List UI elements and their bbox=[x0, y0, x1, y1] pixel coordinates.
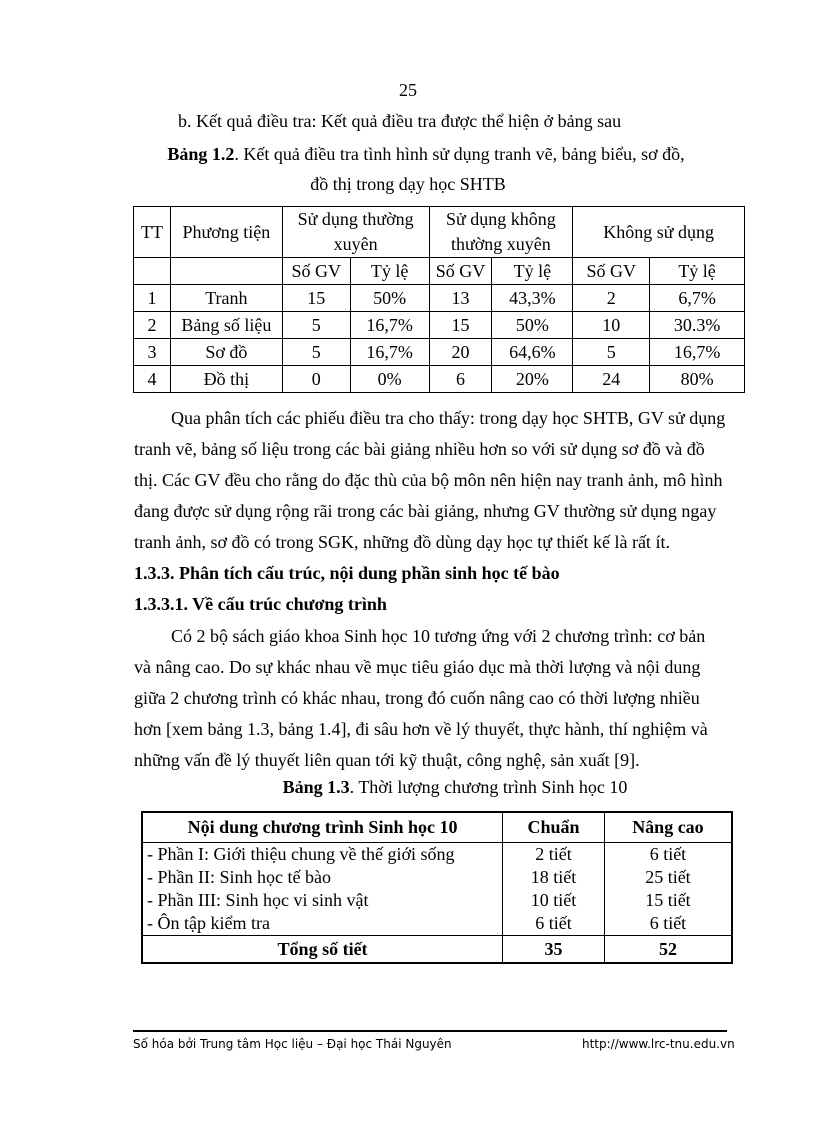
cell-standard: 18 tiết bbox=[503, 866, 605, 889]
subsection-heading: 1.3.3.1. Về cấu trúc chương trình bbox=[134, 594, 387, 614]
intro-label: b. Kết quả điều tra: bbox=[178, 111, 317, 131]
header-infrequent: Sử dụng không thường xuyên bbox=[429, 207, 573, 258]
cell-ratio: 80% bbox=[650, 366, 745, 393]
cell-tt: 1 bbox=[134, 285, 171, 312]
cell-standard: 2 tiết bbox=[503, 843, 605, 867]
cell-advanced: 15 tiết bbox=[604, 889, 732, 912]
table2-caption bbox=[0, 777, 816, 798]
cell-ratio: 16,7% bbox=[350, 339, 429, 366]
cell-ratio: 16,7% bbox=[350, 312, 429, 339]
total-standard: 35 bbox=[503, 936, 605, 964]
paragraph-line: tranh ảnh, sơ đồ có trong SGK, những đồ dùng dạy học tự thiết kế là rất ít. bbox=[134, 532, 670, 552]
footer-divider bbox=[133, 1030, 727, 1032]
total-row bbox=[142, 936, 732, 964]
program-duration-table bbox=[141, 811, 733, 964]
header-standard: Chuẩn bbox=[503, 812, 605, 843]
cell-count: 15 bbox=[282, 285, 350, 312]
cell-content: - Phần I: Giới thiệu chung về thế giới sống bbox=[142, 843, 503, 867]
cell-means: Sơ đồ bbox=[170, 339, 282, 366]
table-row bbox=[142, 866, 732, 889]
cell-ratio: 6,7% bbox=[650, 285, 745, 312]
paragraph-line: Có 2 bộ sách giáo khoa Sinh học 10 tương ứng với 2 chương trình: cơ bản bbox=[171, 626, 706, 646]
header-content: Nội dung chương trình Sinh học 10 bbox=[142, 812, 503, 843]
subheader-count: Số GV bbox=[429, 258, 492, 285]
cell-ratio: 16,7% bbox=[650, 339, 745, 366]
cell-count: 5 bbox=[573, 339, 650, 366]
intro-text: Kết quả điều tra được thể hiện ở bảng sau bbox=[320, 111, 622, 131]
cell-ratio: 0% bbox=[350, 366, 429, 393]
cell-standard: 10 tiết bbox=[503, 889, 605, 912]
cell-count: 13 bbox=[429, 285, 492, 312]
table-row bbox=[134, 285, 745, 312]
cell-tt: 3 bbox=[134, 339, 171, 366]
paragraph-line: những vấn đề lý thuyết liên quan tới kỹ thuật, công nghệ, sản xuất [9]. bbox=[134, 750, 640, 770]
table-row bbox=[134, 312, 745, 339]
cell-ratio: 20% bbox=[492, 366, 573, 393]
intro-line bbox=[178, 106, 621, 136]
cell-count: 5 bbox=[282, 312, 350, 339]
table-row bbox=[142, 889, 732, 912]
cell-tt: 2 bbox=[134, 312, 171, 339]
cell-advanced: 25 tiết bbox=[604, 866, 732, 889]
table-row bbox=[142, 843, 732, 867]
total-advanced: 52 bbox=[604, 936, 732, 964]
total-label: Tổng số tiết bbox=[142, 936, 503, 964]
paragraph-line: tranh vẽ, bảng số liệu trong các bài giảng nhiều hơn so với sử dụng sơ đồ và đồ bbox=[134, 439, 705, 459]
paragraph-line: Qua phân tích các phiếu điều tra cho thấy: trong dạy học SHTB, GV sử dụng bbox=[171, 408, 726, 428]
cell-means: Bảng số liệu bbox=[170, 312, 282, 339]
survey-table bbox=[133, 206, 745, 393]
header-frequent: Sử dụng thường xuyên bbox=[282, 207, 429, 258]
cell-ratio: 30.3% bbox=[650, 312, 745, 339]
table-row bbox=[142, 912, 732, 936]
cell-advanced: 6 tiết bbox=[604, 843, 732, 867]
paragraph-line: thị. Các GV đều cho rằng do đặc thù của bộ môn nên hiện nay tranh ảnh, mô hình bbox=[134, 470, 723, 490]
cell-count: 10 bbox=[573, 312, 650, 339]
subheader-ratio: Tỷ lệ bbox=[492, 258, 573, 285]
paragraph-line: hơn [xem bảng 1.3, bảng 1.4], đi sâu hơn về lý thuyết, thực hành, thí nghiệm và bbox=[134, 719, 708, 739]
cell-tt: 4 bbox=[134, 366, 171, 393]
table-row bbox=[134, 366, 745, 393]
table-row bbox=[134, 339, 745, 366]
subheader-ratio: Tỷ lệ bbox=[350, 258, 429, 285]
header-means: Phương tiện bbox=[170, 207, 282, 258]
cell-ratio: 50% bbox=[492, 312, 573, 339]
cell-standard: 6 tiết bbox=[503, 912, 605, 936]
cell-count: 6 bbox=[429, 366, 492, 393]
cell-content: - Phần III: Sinh học vi sinh vật bbox=[142, 889, 503, 912]
cell-means: Tranh bbox=[170, 285, 282, 312]
cell-ratio: 43,3% bbox=[492, 285, 573, 312]
subheader-count: Số GV bbox=[573, 258, 650, 285]
paragraph-line: đang được sử dụng rộng rãi trong các bài giảng, nhưng GV thường sử dụng ngay bbox=[134, 501, 717, 521]
cell-content: - Ôn tập kiểm tra bbox=[142, 912, 503, 936]
page-number: 25 bbox=[399, 80, 417, 100]
footer-left: Số hóa bởi Trung tâm Học liệu – Đại học Thái Nguyên bbox=[133, 1037, 452, 1051]
cell-count: 0 bbox=[282, 366, 350, 393]
footer-url: http://www.lrc-tnu.edu.vn bbox=[582, 1037, 735, 1051]
table2-caption-label: Bảng 1.3 bbox=[282, 777, 350, 797]
header-advanced: Nâng cao bbox=[604, 812, 732, 843]
table1-caption-line2: đồ thị trong dạy học SHTB bbox=[310, 174, 506, 194]
table1-caption-label: Bảng 1.2 bbox=[167, 144, 235, 164]
cell-content: - Phần II: Sinh học tế bào bbox=[142, 866, 503, 889]
cell-ratio: 50% bbox=[350, 285, 429, 312]
section-heading: 1.3.3. Phân tích cấu trúc, nội dung phần sinh học tế bào bbox=[134, 563, 560, 583]
table1-caption-line1: . Kết quả điều tra tình hình sử dụng tranh vẽ, bảng biểu, sơ đồ, bbox=[234, 144, 685, 164]
cell-count: 5 bbox=[282, 339, 350, 366]
cell-count: 24 bbox=[573, 366, 650, 393]
cell-count: 15 bbox=[429, 312, 492, 339]
paragraph-line: và nâng cao. Do sự khác nhau về mục tiêu giáo dục mà thời lượng và nội dung bbox=[134, 657, 701, 677]
cell-advanced: 6 tiết bbox=[604, 912, 732, 936]
cell-means: Đồ thị bbox=[170, 366, 282, 393]
paragraph-line: giữa 2 chương trình có khác nhau, trong đó cuốn nâng cao có thời lượng nhiều bbox=[134, 688, 700, 708]
table1-caption bbox=[0, 144, 816, 165]
cell-ratio: 64,6% bbox=[492, 339, 573, 366]
table2-caption-text: . Thời lượng chương trình Sinh học 10 bbox=[349, 777, 628, 797]
subheader-ratio: Tỷ lệ bbox=[650, 258, 745, 285]
cell-count: 20 bbox=[429, 339, 492, 366]
header-not-used: Không sử dụng bbox=[573, 207, 745, 258]
header-tt: TT bbox=[134, 207, 171, 258]
subheader-count: Số GV bbox=[282, 258, 350, 285]
cell-count: 2 bbox=[573, 285, 650, 312]
